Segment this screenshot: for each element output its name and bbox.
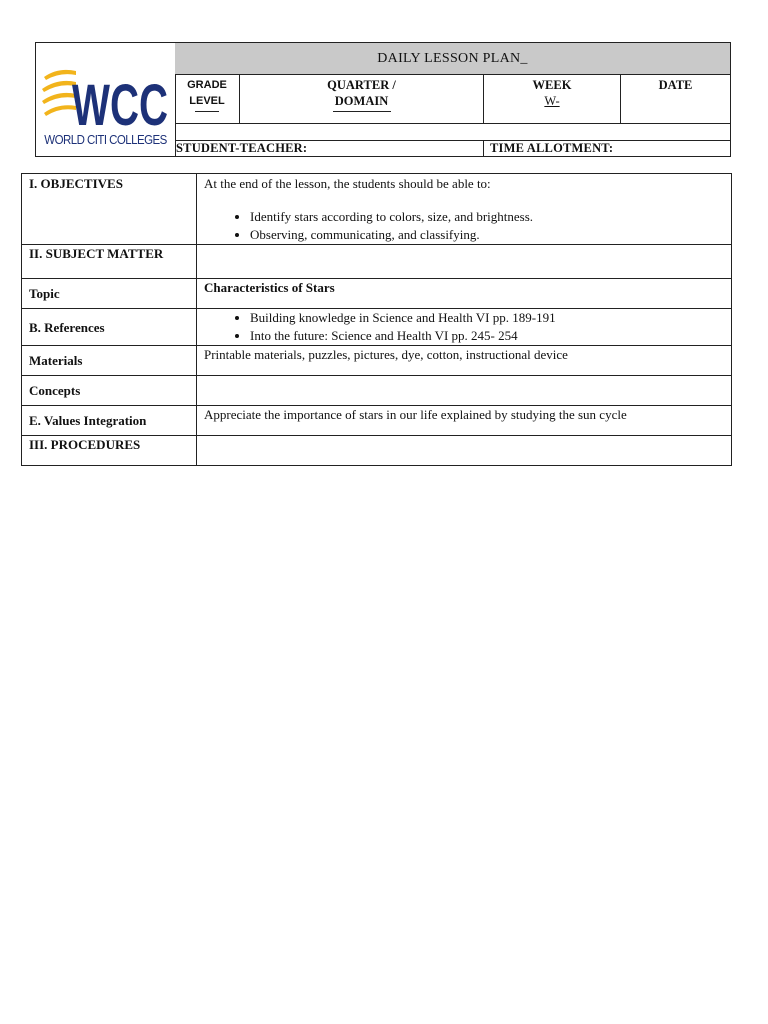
week-cell: [484, 75, 621, 124]
table-row: [22, 346, 732, 376]
values-integration-label: E. Values Integration: [22, 406, 197, 436]
grade-level-cell: [175, 75, 240, 124]
date-cell: [621, 75, 730, 124]
table-row: [22, 376, 732, 406]
references-label: B. References: [22, 309, 197, 346]
domain-label: DOMAIN: [334, 94, 389, 108]
list-item: • Observing, communicating, and classifying.: [250, 226, 724, 244]
subject-matter-label: II. SUBJECT MATTER: [22, 245, 197, 279]
table-row: [22, 406, 732, 436]
logo-letters: WCC: [72, 73, 168, 131]
quarter-label: QUARTER /: [327, 78, 396, 92]
references-content: [197, 309, 732, 346]
procedures-label: III. PROCEDURES: [22, 436, 197, 466]
list-item: • Into the future: Science and Health VI pp. 245- 254: [250, 327, 724, 345]
topic-value: Characteristics of Stars: [197, 279, 732, 309]
lesson-plan-table: [21, 173, 732, 466]
logo-cell: [36, 43, 176, 156]
objectives-intro: At the end of the lesson, the students should be able to:: [204, 176, 491, 191]
concepts-label: Concepts: [22, 376, 197, 406]
materials-label: Materials: [22, 346, 197, 376]
lesson-plan-header: [35, 42, 731, 157]
student-teacher-label: STUDENT-TEACHER:: [175, 141, 484, 156]
time-allotment-label: TIME ALLOTMENT:: [490, 141, 614, 155]
date-label: DATE: [658, 78, 693, 92]
table-row: [22, 309, 732, 346]
document-title: DAILY LESSON PLAN_: [175, 43, 730, 75]
procedures-content: [197, 436, 732, 466]
quarter-blank-line: [333, 109, 391, 112]
references-list: [204, 309, 724, 345]
objectives-label: I. OBJECTIVES: [22, 174, 197, 245]
objectives-list: [204, 208, 724, 244]
table-row: [22, 279, 732, 309]
logo-caption: WORLD CITI COLLEGES: [44, 133, 167, 147]
materials-value: Printable materials, puzzles, pictures, dye, cotton, instructional device: [197, 346, 732, 376]
table-row: [22, 174, 732, 245]
header-empty-row: [175, 124, 730, 141]
grade-label: GRADE: [187, 79, 227, 91]
list-item: • Building knowledge in Science and Health VI pp. 189-191: [250, 309, 724, 327]
week-value: W-: [544, 94, 560, 108]
table-row: [22, 436, 732, 466]
level-label: LEVEL: [189, 95, 225, 107]
objectives-content: [197, 174, 732, 245]
table-row: [22, 245, 732, 279]
grade-blank-line: [195, 109, 219, 112]
concepts-content: [197, 376, 732, 406]
wcc-logo: [42, 65, 170, 131]
logo-swoosh-icon: [42, 70, 76, 116]
subject-matter-content: [197, 245, 732, 279]
quarter-domain-cell: [240, 75, 484, 124]
week-label: WEEK: [532, 78, 572, 92]
list-item: • Identify stars according to colors, size, and brightness.: [250, 208, 724, 226]
values-integration-value: Appreciate the importance of stars in our life explained by studying the sun cycle: [197, 406, 732, 436]
topic-label: Topic: [22, 279, 197, 309]
